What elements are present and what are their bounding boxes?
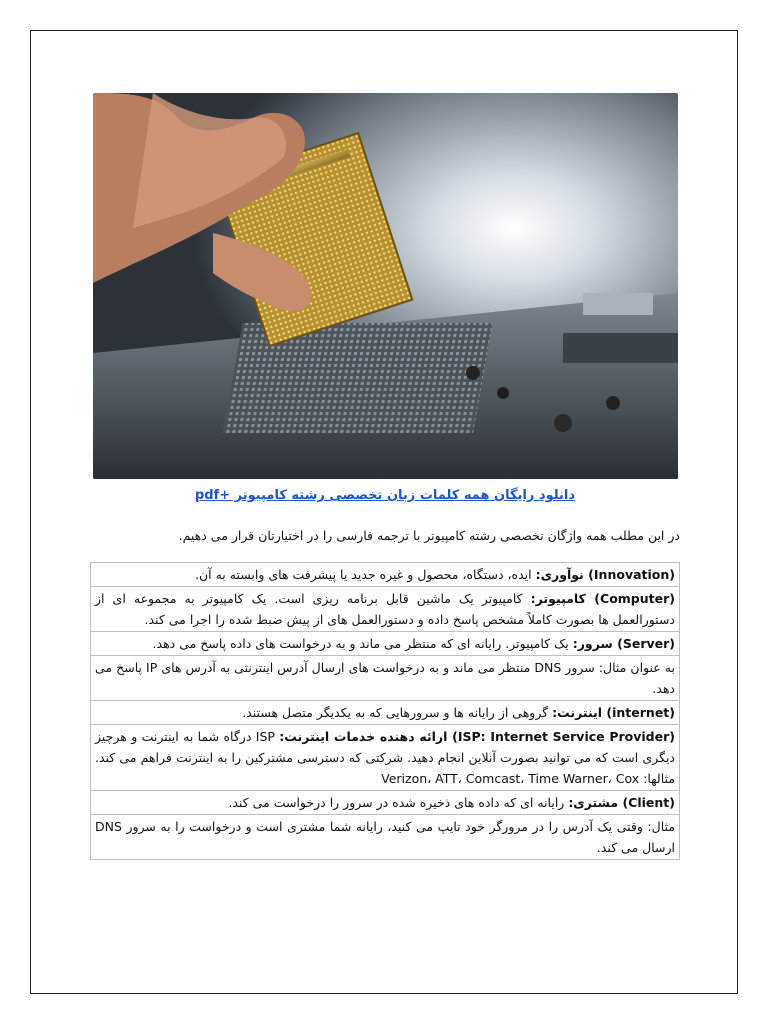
- table-row: [91, 632, 680, 656]
- table-row: [91, 701, 680, 725]
- terms-table: [90, 562, 680, 860]
- table-row: [91, 725, 680, 791]
- term-cell: [91, 587, 680, 632]
- term-definition: یک کامپیوتر. رایانه ای که منتظر می ماند و به درخواست های داده پاسخ می دهد.: [152, 636, 573, 651]
- table-row: [91, 563, 680, 587]
- term-label: (Client) مشتری:: [568, 795, 675, 810]
- term-cell: [91, 563, 680, 587]
- term-definition: مثال: وقتی یک آدرس را در مرورگر خود تایپ می کنید، رایانه شما مشتری است و درخواست را به سرور DNS ارسال می کند.: [95, 819, 675, 855]
- table-row: [91, 656, 680, 701]
- term-label: (Innovation) نوآوری:: [535, 567, 675, 582]
- term-definition: کامپیوتر یک ماشین قابل برنامه ریزی است. یک کامپیوتر به مجموعه ای از دستورالعمل ها بصورت کاملاً مشخص پاسخ داده و دستورالعمل های از پیش ضبط شده را اجرا می کند.: [95, 591, 675, 627]
- table-row: [91, 815, 680, 860]
- term-definition: به عنوان مثال: سرور DNS منتظر می ماند و به درخواست های ارسال آدرس اینترنتی به آدرس های IP پاسخ می دهد.: [95, 660, 675, 696]
- term-cell: [91, 725, 680, 791]
- term-cell: [91, 656, 680, 701]
- hero-image: [93, 93, 678, 479]
- term-cell: [91, 701, 680, 725]
- term-label: (internet) اینترنت:: [552, 705, 675, 720]
- table-row: [91, 791, 680, 815]
- term-label: (ISP: Internet Service Provider) ارائه دهنده خدمات اینترنت:: [279, 729, 675, 744]
- term-cell: [91, 632, 680, 656]
- table-row: [91, 587, 680, 632]
- term-definition: ایده، دستگاه، محصول و غیره جدید یا پیشرفت های وابسته به آن.: [195, 567, 536, 582]
- term-definition: ISP درگاه شما به اینترنت و هرچیز دیگری است که می توانید بصورت آنلاین انجام دهید. شرکتی که دسترسی مشترکین را به اینترنت فراهم می کند. مثالها: Verizon، ATT، Comcast، Time Warner، Cox: [95, 729, 675, 786]
- term-definition: رایانه ای که داده های ذخیره شده در سرور را درخواست می کند.: [228, 795, 569, 810]
- term-label: (Computer) کامپیوتر:: [530, 591, 675, 606]
- term-label: (Server) سرور:: [572, 636, 675, 651]
- article-title-link[interactable]: دانلود رایگان همه کلمات زبان تخصصی رشته کامپیوتر +pdf: [194, 488, 576, 503]
- term-cell: [91, 815, 680, 860]
- cpu-install-photo-icon: [93, 93, 678, 479]
- term-cell: [91, 791, 680, 815]
- intro-paragraph: در این مطلب همه واژگان تخصصی رشته کامپیوتر با ترجمه فارسی را در اختیارتان قرار می دهیم.: [178, 528, 680, 543]
- term-definition: گروهی از رایانه ها و سرورهایی که به یکدیگر متصل هستند.: [242, 705, 553, 720]
